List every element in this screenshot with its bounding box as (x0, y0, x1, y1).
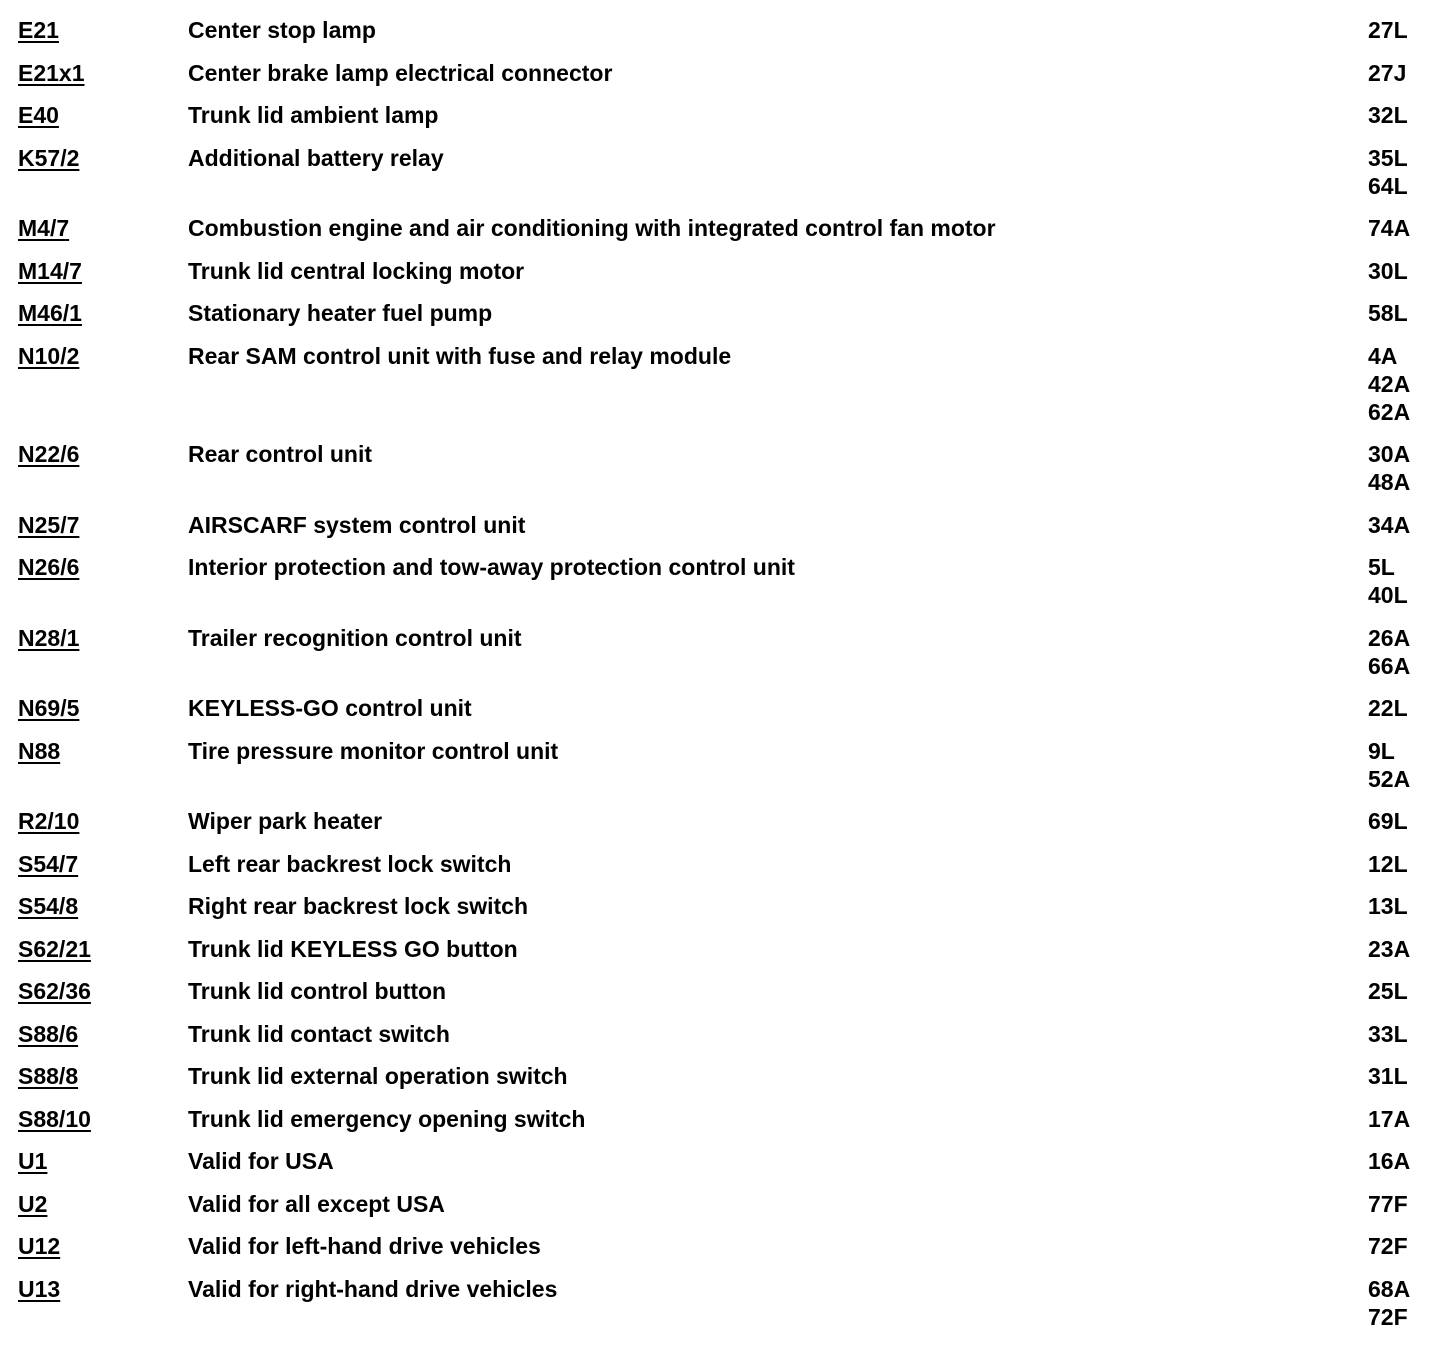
grid-reference-list (1368, 553, 1408, 609)
component-description: KEYLESS-GO control unit (188, 695, 472, 721)
grid-reference-list (1368, 624, 1410, 680)
legend-row (18, 257, 1438, 300)
grid-reference: 42A (1368, 370, 1411, 397)
component-description: Additional battery relay (188, 144, 444, 171)
grid-reference: 30L (1368, 257, 1408, 284)
legend-row (18, 59, 1438, 102)
legend-row (18, 299, 1438, 342)
grid-reference-list (1368, 16, 1408, 44)
component-code-link[interactable]: S88/6 (18, 1020, 79, 1047)
component-code-link[interactable]: E21 (18, 17, 59, 43)
legend-row (18, 511, 1438, 554)
legend-row (18, 977, 1438, 1020)
grid-reference: 40L (1368, 582, 1408, 608)
component-code-link[interactable]: E21x1 (18, 59, 85, 86)
grid-reference: 25L (1368, 978, 1408, 1004)
component-description: Valid for all except USA (188, 1190, 445, 1217)
grid-reference-list (1368, 257, 1408, 285)
grid-reference-list (1368, 1020, 1408, 1048)
component-code-link[interactable]: S54/7 (18, 850, 79, 877)
component-description: Left rear backrest lock switch (188, 850, 512, 877)
grid-reference: 64L (1368, 172, 1408, 199)
grid-reference-list (1368, 850, 1408, 878)
component-description: Right rear backrest lock switch (188, 893, 529, 919)
component-description: Trunk lid emergency opening switch (188, 1105, 586, 1132)
grid-reference: 33L (1368, 1020, 1408, 1047)
grid-reference-list (1368, 892, 1408, 920)
grid-reference-list (1368, 1062, 1408, 1090)
grid-reference: 32L (1368, 102, 1408, 128)
grid-reference-list (1368, 977, 1408, 1005)
component-code-link[interactable]: S54/8 (18, 893, 79, 919)
legend-row (18, 1062, 1438, 1105)
grid-reference-list (1368, 299, 1408, 327)
component-code-link[interactable]: R2/10 (18, 808, 80, 834)
component-description: Center brake lamp electrical connector (188, 59, 613, 86)
legend-row (18, 694, 1438, 737)
grid-reference: 26A (1368, 624, 1411, 651)
grid-reference: 62A (1368, 398, 1411, 425)
component-code-link[interactable]: N69/5 (18, 695, 80, 721)
legend-row (18, 850, 1438, 893)
component-description: Center stop lamp (188, 17, 376, 43)
component-description: Rear SAM control unit with fuse and relay module (188, 342, 732, 369)
legend-row (18, 807, 1438, 850)
component-description: Trunk lid central locking motor (188, 257, 525, 284)
grid-reference: 66A (1368, 652, 1411, 679)
grid-reference: 16A (1368, 1148, 1411, 1174)
grid-reference-list (1368, 511, 1410, 539)
component-description: Valid for right-hand drive vehicles (188, 1275, 558, 1302)
component-code-link[interactable]: N22/6 (18, 441, 80, 467)
component-code-link[interactable]: U13 (18, 1275, 61, 1302)
legend-row (18, 624, 1438, 695)
grid-reference: 23A (1368, 935, 1411, 962)
grid-reference: 27L (1368, 17, 1408, 43)
grid-reference: 52A (1368, 765, 1411, 792)
component-code-link[interactable]: S62/21 (18, 935, 91, 962)
component-description: Trailer recognition control unit (188, 624, 522, 651)
legend-row (18, 935, 1438, 978)
grid-reference-list (1368, 935, 1410, 963)
grid-reference-list (1368, 1275, 1410, 1331)
component-code-link[interactable]: M46/1 (18, 300, 82, 326)
grid-reference-list (1368, 59, 1406, 87)
grid-reference-list (1368, 807, 1408, 835)
grid-reference: 17A (1368, 1105, 1411, 1132)
grid-reference: 30A (1368, 441, 1411, 467)
grid-reference: 34A (1368, 511, 1411, 538)
legend-row (18, 892, 1438, 935)
component-code-link[interactable]: S88/10 (18, 1105, 91, 1132)
legend-row (18, 342, 1438, 441)
legend-row (18, 440, 1438, 511)
grid-reference: 69L (1368, 808, 1408, 834)
legend-row (18, 737, 1438, 808)
grid-reference-list (1368, 1105, 1410, 1133)
grid-reference: 72F (1368, 1233, 1408, 1259)
grid-reference: 4A (1368, 342, 1398, 369)
component-code-link[interactable]: K57/2 (18, 144, 80, 171)
component-description: Trunk lid KEYLESS GO button (188, 935, 518, 962)
grid-reference-list (1368, 1190, 1408, 1218)
component-code-link[interactable]: M4/7 (18, 215, 70, 241)
component-description: Trunk lid contact switch (188, 1020, 450, 1047)
grid-reference: 31L (1368, 1063, 1408, 1089)
grid-reference-list (1368, 144, 1408, 200)
component-description: Stationary heater fuel pump (188, 300, 493, 326)
legend-row (18, 144, 1438, 215)
legend-row (18, 1190, 1438, 1233)
component-code-link[interactable]: N28/1 (18, 624, 80, 651)
component-code-link[interactable]: U2 (18, 1190, 48, 1217)
legend-row (18, 553, 1438, 624)
grid-reference-list (1368, 342, 1410, 426)
legend-row (18, 1105, 1438, 1148)
component-code-link[interactable]: E40 (18, 102, 59, 128)
grid-reference-list (1368, 1232, 1408, 1260)
component-code-link[interactable]: N25/7 (18, 511, 80, 538)
grid-reference-list (1368, 440, 1410, 496)
component-code-link[interactable]: U12 (18, 1233, 61, 1259)
grid-reference: 5L (1368, 554, 1395, 580)
component-code-link[interactable]: N10/2 (18, 342, 80, 369)
grid-reference: 58L (1368, 300, 1408, 326)
component-description: Valid for USA (188, 1148, 334, 1174)
component-description: Combustion engine and air conditioning with integrated control fan motor (188, 215, 996, 241)
legend-row (18, 16, 1438, 59)
component-description: Trunk lid control button (188, 978, 447, 1004)
grid-reference-list (1368, 694, 1408, 722)
component-code-link[interactable]: S62/36 (18, 978, 91, 1004)
grid-reference-list (1368, 214, 1410, 242)
component-description: Trunk lid ambient lamp (188, 102, 439, 128)
grid-reference: 13L (1368, 893, 1408, 919)
component-description: Trunk lid external operation switch (188, 1063, 568, 1089)
component-code-link[interactable]: N26/6 (18, 554, 80, 580)
legend-row (18, 101, 1438, 144)
component-code-link[interactable]: M14/7 (18, 257, 82, 284)
legend-row (18, 1147, 1438, 1190)
component-description: Interior protection and tow-away protection control unit (188, 554, 795, 580)
component-description: Rear control unit (188, 441, 373, 467)
grid-reference: 74A (1368, 215, 1411, 241)
grid-reference: 77F (1368, 1190, 1408, 1217)
component-description: Valid for left-hand drive vehicles (188, 1233, 541, 1259)
grid-reference: 22L (1368, 695, 1408, 721)
legend-row (18, 1232, 1438, 1275)
component-legend-table (18, 16, 1438, 1345)
grid-reference: 35L (1368, 144, 1408, 171)
grid-reference: 68A (1368, 1275, 1411, 1302)
component-code-link[interactable]: U1 (18, 1148, 48, 1174)
component-description: AIRSCARF system control unit (188, 511, 526, 538)
component-description: Tire pressure monitor control unit (188, 737, 559, 764)
grid-reference: 72F (1368, 1303, 1408, 1330)
grid-reference: 12L (1368, 850, 1408, 877)
grid-reference: 27J (1368, 59, 1407, 86)
grid-reference-list (1368, 737, 1410, 793)
legend-row (18, 214, 1438, 257)
component-code-link[interactable]: S88/8 (18, 1063, 79, 1089)
component-description: Wiper park heater (188, 808, 383, 834)
component-code-link[interactable]: N88 (18, 737, 61, 764)
legend-row (18, 1275, 1438, 1346)
grid-reference: 9L (1368, 737, 1395, 764)
grid-reference: 48A (1368, 469, 1411, 495)
legend-row (18, 1020, 1438, 1063)
grid-reference-list (1368, 101, 1408, 129)
grid-reference-list (1368, 1147, 1410, 1175)
